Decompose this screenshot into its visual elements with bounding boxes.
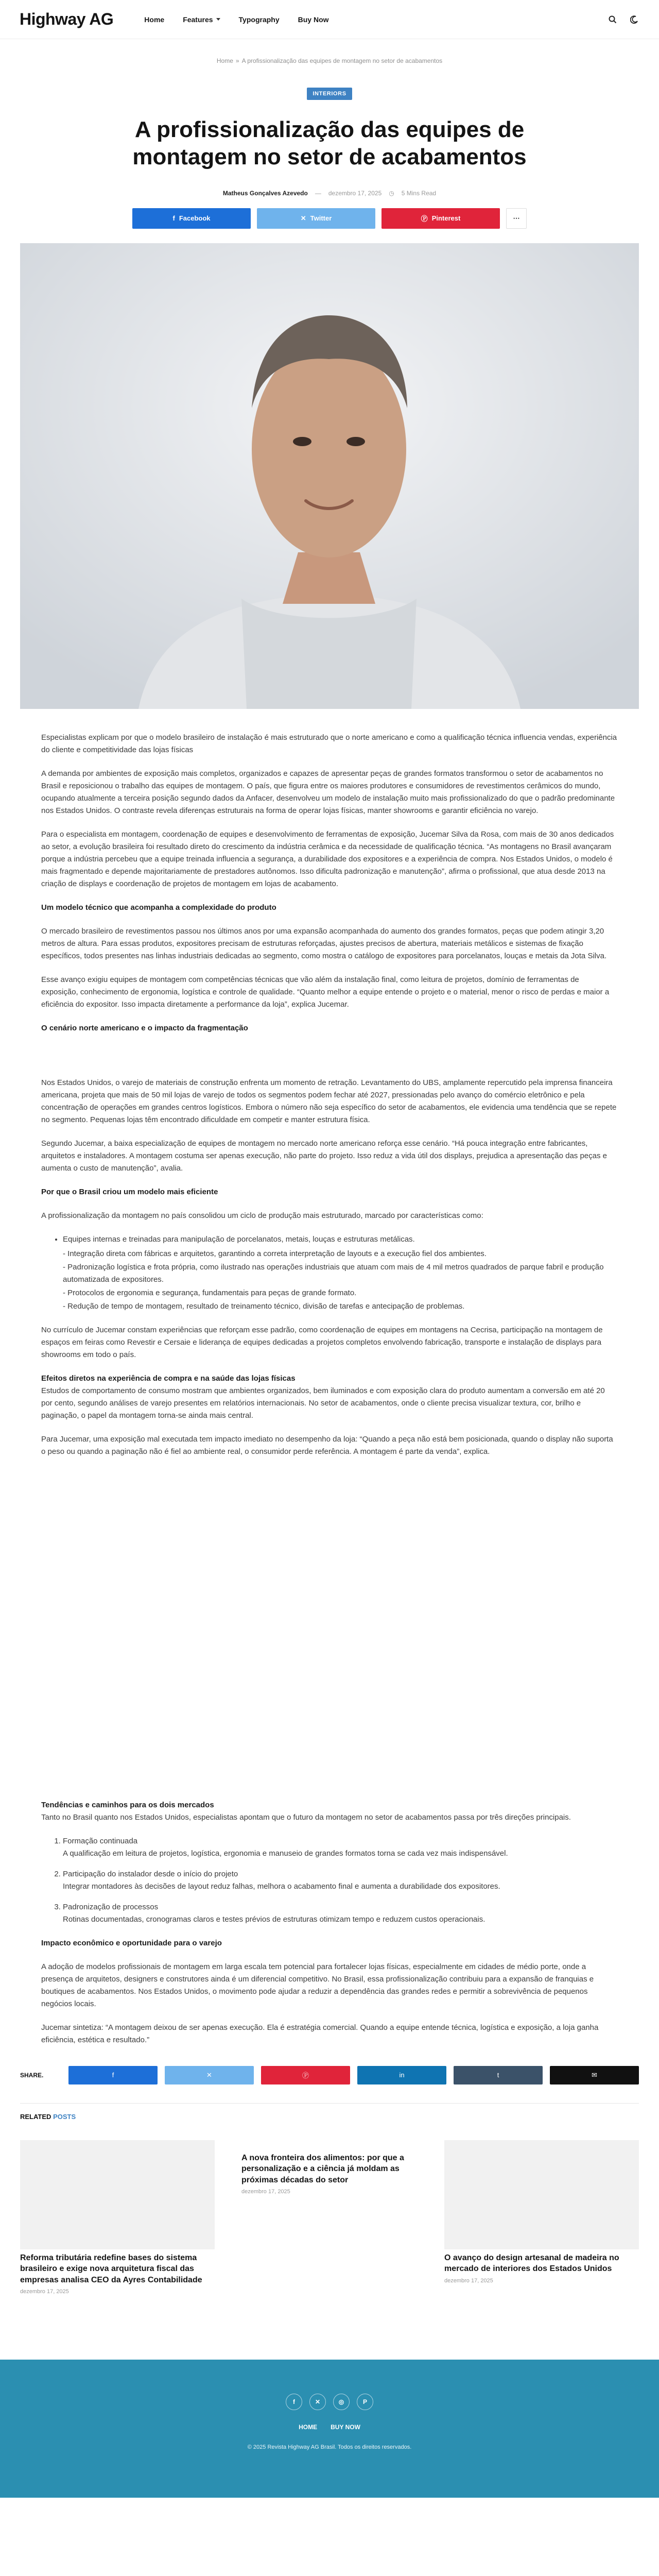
category-badge[interactable]: INTERIORS	[307, 88, 352, 100]
facebook-icon: f	[172, 214, 175, 223]
paragraph: Esse avanço exigiu equipes de montagem com competências técnicas que vão além da instalação final, como leitura de projetos, domínio de ferramentas de exposição, conhecimento de ergonomia, logística e controle de qualidade. “Quanto melhor a equipe entende o projeto e o material, menor o risco de perdas e maior a eficiência do expositor. Isso impacta diretamente a performance da loja”, explica Jucemar.	[41, 975, 610, 1009]
related-thumbnail[interactable]	[20, 2140, 215, 2249]
list-item: - Integração direta com fábricas e arquitetos, garantindo a correta interpretação de layouts e a execução fiel dos ambientes.	[63, 1249, 487, 1258]
share-pinterest-label: Pinterest	[431, 214, 461, 223]
pinterest-icon: Ⓟ	[421, 215, 428, 223]
share-linkedin-button[interactable]	[357, 2066, 446, 2084]
pinterest-icon: Ⓟ	[302, 2072, 309, 2080]
share-facebook-label: Facebook	[179, 214, 211, 223]
paragraph: O mercado brasileiro de revestimentos passou nos últimos anos por uma expansão acompanhada do aumento dos grandes formatos, peças que podem atingir 3,20 metros de altura. Para essas produtos, expositores precisam de estruturas reforçadas, ajustes precisos de abertura, materiais metálicos e sistemas de fixação específicos, todos presentes nas linhas industriais dedicadas ao segmento, como mostra o catálogo de expositores para porcelanatos, louças e metais da Jota Silva.	[41, 926, 607, 960]
breadcrumb	[0, 39, 659, 64]
list-item-text: Equipes internas e treinadas para manipulação de porcelanatos, metais, louças e estruturas metálicas.	[63, 1234, 415, 1244]
footer-nav-home[interactable]: HOME	[299, 2424, 318, 2431]
share-icon: ⋯	[513, 214, 520, 222]
related-heading	[20, 2113, 639, 2121]
list-item-title: Formação continuada	[63, 1836, 138, 1845]
list-item	[63, 1901, 618, 1926]
article-lead: Especialistas explicam por que o modelo brasileiro de instalação é mais estruturado que o norte americano e como a qualificação técnica influencia vendas, experiência do cliente e competitividade das lojas físicas	[41, 733, 617, 754]
section-heading: O cenário norte americano e o impacto da fragmentação	[41, 1023, 248, 1032]
section-heading: Impacto econômico e oportunidade para o varejo	[41, 1938, 222, 1947]
share-twitter-button[interactable]	[257, 208, 375, 229]
related-date: dezembro 17, 2025	[241, 2189, 290, 2195]
section-heading: Tendências e caminhos para os dois mercados	[41, 1800, 214, 1809]
breadcrumb-current: A profissionalização das equipes de montagem no setor de acabamentos	[241, 57, 443, 64]
nav-buy-now[interactable]: Buy Now	[298, 15, 329, 24]
related-thumbnail[interactable]	[444, 2140, 639, 2249]
share-label: SHARE.	[20, 2071, 44, 2079]
main-nav	[135, 15, 338, 24]
facebook-icon: f	[112, 2071, 114, 2079]
related-heading-b: POSTS	[53, 2112, 76, 2121]
section-heading: Por que o Brasil criou um modelo mais eficiente	[41, 1187, 218, 1196]
nav-typography[interactable]: Typography	[238, 15, 280, 24]
site-footer	[0, 2360, 659, 2498]
share-twitter-button[interactable]	[165, 2066, 254, 2084]
share-pinterest-button[interactable]	[381, 208, 500, 229]
site-logo[interactable]: Highway AG	[20, 10, 114, 28]
related-posts	[20, 2103, 639, 2295]
content-spacer	[41, 1469, 618, 1799]
meta-separator: —	[315, 189, 321, 197]
list-item	[63, 1233, 618, 1313]
related-grid	[20, 2140, 639, 2295]
paragraph: Segundo Jucemar, a baixa especialização de equipes de montagem no mercado norte americano reforça esse cenário. “Há pouca integração entre fabricantes, arquitetos e instaladores. A montagem costuma ser apenas execução, não parte do projeto. Isso reduz a vida útil dos displays, prejudica a apresentação das peças e aumenta o custo de manutenção”, avalia.	[41, 1139, 607, 1173]
share-more-button[interactable]	[506, 208, 527, 229]
related-date: dezembro 17, 2025	[20, 2289, 69, 2295]
characteristics-sublist	[63, 1248, 618, 1313]
pinterest-icon[interactable]: P	[357, 2394, 373, 2410]
linkedin-icon: in	[399, 2071, 405, 2079]
share-bottom	[20, 2066, 639, 2084]
related-title[interactable]: A nova fronteira dos alimentos: por que a personalização e a ciência já moldam as próximas décadas do setor	[241, 2153, 404, 2184]
related-card[interactable]	[444, 2140, 639, 2295]
list-item: - Padronização logística e frota própria, como ilustrado nas operações industriais que atuam com mais de 4 mil metros quadrados de parque fabril e produção automatizada de expositores.	[63, 1262, 604, 1284]
share-tumblr-button[interactable]	[454, 2066, 543, 2084]
article-title: A profissionalização das equipes de montagem no setor de acabamentos	[132, 117, 527, 170]
nav-features[interactable]	[174, 15, 229, 24]
related-card[interactable]	[232, 2140, 427, 2295]
characteristics-list	[63, 1233, 618, 1313]
article-meta	[0, 190, 659, 197]
paragraph: Nos Estados Unidos, o varejo de materiais de construção enfrenta um momento de retração. Levantamento do UBS, amplamente repercutido pela imprensa financeira americana, projeta que mais de 50 mil lojas de varejo de todos os segmentos podem fechar até 2027, pressionadas pelo avanço do comércio eletrônico e pela concentração de operações em grandes centros logísticos. Embora o número não seja específico do setor de acabamentos, ele evidencia uma tendência que se repete no segmento. Pequenas lojas têm encontrado dificuldade em competir e manter estrutura física.	[41, 1078, 617, 1124]
share-top	[0, 208, 659, 229]
read-time: 5 Mins Read	[401, 189, 437, 197]
header-tools	[608, 14, 639, 25]
related-date: dezembro 17, 2025	[444, 2277, 493, 2284]
footer-nav-buy-now[interactable]: BUY NOW	[331, 2424, 360, 2431]
paragraph: A profissionalização da montagem no país consolidou um ciclo de produção mais estruturado, marcado por características como:	[41, 1211, 483, 1220]
related-title[interactable]: Reforma tributária redefine bases do sistema brasileiro e exige nova arquitetura fiscal das empresas analisa CEO da Ayres Contabilidade	[20, 2253, 202, 2284]
share-facebook-button[interactable]	[68, 2066, 158, 2084]
article-body	[41, 732, 618, 2046]
list-item: - Protocolos de ergonomia e segurança, fundamentais para peças de grande formato.	[63, 1288, 357, 1297]
paragraph: Estudos de comportamento de consumo mostram que ambientes organizados, bem iluminados e com exposição clara do produto aumentam a conversão em até 20 por cento, segundo análises de varejo presentes em relatórios internacionais. No setor de acabamentos, onde o cliente precisa visualizar textura, cor, brilho e paginação, o papel da montagem torna-se ainda mais central.	[41, 1386, 605, 1420]
hero-image	[20, 243, 639, 709]
paragraph: Jucemar sintetiza: “A montagem deixou de ser apenas execução. Ela é estratégia comercial. Quando a equipe entende técnica, logística e exposição, a loja ganha eficiência, estética e resultado.”	[41, 2023, 599, 2044]
section-heading: Um modelo técnico que acompanha a complexidade do produto	[41, 903, 276, 912]
publish-date: dezembro 17, 2025	[328, 189, 382, 197]
moon-icon[interactable]	[629, 14, 639, 25]
trends-list	[63, 1835, 618, 1926]
list-item-detail: Rotinas documentadas, cronogramas claros e testes prévios de estruturas otimizam tempo e reduzem custos operacionais.	[63, 1914, 485, 1924]
twitter-icon[interactable]: ✕	[309, 2394, 326, 2410]
list-item	[63, 1868, 618, 1893]
chevron-down-icon	[216, 18, 220, 21]
related-card[interactable]	[20, 2140, 215, 2295]
clock-icon: ◷	[389, 189, 394, 197]
paragraph: A demanda por ambientes de exposição mais completos, organizados e capazes de apresentar peças de grandes formatos transformou o setor de acabamentos no Brasil e reposicionou o trabalho das equipes de montagem. O país, que figura entre os maiores produtores e consumidores de revestimentos cerâmicos do mundo, ocupando atualmente a terceira posição segundo dados da Anfacer, desenvolveu um modelo de instalação muito mais profissionalizado do que o padrão predominante nos Estados Unidos. O contraste revela diferenças estruturais na forma de operar lojas físicas, manter showrooms e garantir eficiência no varejo.	[41, 769, 615, 815]
paragraph: No currículo de Jucemar constam experiências que reforçam esse padrão, como coordenação de equipes em montagens na Cecrisa, participação na montagem de espaços em feiras como Revestir e Cersaie e liderança de equipes dedicadas a projetos completos envolvendo fabricação, transporte e instalação de displays para showrooms em todo o país.	[41, 1325, 603, 1359]
list-item	[63, 1835, 618, 1860]
nav-features-label: Features	[183, 15, 213, 24]
facebook-icon[interactable]: f	[286, 2394, 302, 2410]
search-icon[interactable]	[608, 14, 618, 25]
paragraph: A adoção de modelos profissionais de montagem em larga escala tem potencial para fortalecer lojas físicas, especialmente em cidades de médio porte, onde a presença de arquitetos, designers e construtores ainda é um diferencial competitivo. No Brasil, essa profissionalização contribuiu para a expansão de franquias e boutiques de acabamentos. Nos Estados Unidos, o movimento pode ajudar a reduzir a dependência das grandes redes e permitir a sobrevivência de pequenos negócios locais.	[41, 1962, 594, 2008]
site-header	[0, 0, 659, 39]
twitter-icon: ✕	[206, 2071, 212, 2079]
share-facebook-button[interactable]	[132, 208, 251, 229]
tumblr-icon: t	[497, 2071, 499, 2079]
footer-social	[286, 2394, 373, 2410]
list-item-detail: Integrar montadores às decisões de layout reduz falhas, melhora o acabamento final e aumenta a durabilidade dos expositores.	[63, 1882, 500, 1891]
email-icon: ✉	[592, 2071, 597, 2079]
breadcrumb-home[interactable]: Home	[216, 57, 233, 64]
share-email-button[interactable]	[550, 2066, 639, 2084]
paragraph: Para Jucemar, uma exposição mal executada tem impacto imediato no desempenho da loja: “Quando a peça não está bem posicionada, quando o display não suporta o peso ou quando a paginação não é fiel ao ambiente real, o consumidor perde referência. A montagem é parte da venda”, explica.	[41, 1434, 613, 1456]
breadcrumb-separator: »	[235, 57, 239, 64]
author-name[interactable]: Matheus Gonçalves Azevedo	[222, 189, 308, 197]
share-pinterest-button[interactable]	[261, 2066, 350, 2084]
nav-home[interactable]: Home	[144, 15, 165, 24]
content-spacer	[41, 1046, 618, 1077]
share-twitter-label: Twitter	[310, 214, 332, 223]
twitter-icon: ✕	[300, 214, 306, 222]
related-title[interactable]: O avanço do design artesanal de madeira no mercado de interiores dos Estados Unidos	[444, 2253, 619, 2274]
instagram-icon[interactable]: ◎	[333, 2394, 350, 2410]
paragraph: Para o especialista em montagem, coordenação de equipes e desenvolvimento de ferramentas de exposição, Jucemar Silva da Rosa, com mais de 30 anos dedicados ao setor, a evolução brasileira foi resultado direto do crescimento da indústria cerâmica e da necessidade de qualificação técnica. “As montagens no Brasil avançaram porque a indústria percebeu que a equipe treinada influencia a segurança, a durabilidade dos expositores e a experiência de compra. Nos Estados Unidos, o modelo é mais fragmentado e depende majoritariamente de prestadores autônomos. Isso dificulta padronização e manutenção”, afirma o profissional, que atua desde 2013 na criação de displays e coordenação de projetos de montagem em lojas de acabamento.	[41, 829, 614, 888]
list-item-detail: A qualificação em leitura de projetos, logística, ergonomia e manuseio de grandes formatos torna se cada vez mais indispensável.	[63, 1849, 508, 1858]
list-item: - Redução de tempo de montagem, resultado de treinamento técnico, divisão de tarefas e antecipação de problemas.	[63, 1301, 465, 1311]
related-heading-a: RELATED	[20, 2112, 51, 2121]
paragraph: Tanto no Brasil quanto nos Estados Unidos, especialistas apontam que o futuro da montagem no setor de acabamentos passa por três direções principais.	[41, 1812, 571, 1822]
footer-nav	[299, 2424, 360, 2431]
section-heading: Efeitos diretos na experiência de compra e na saúde das lojas físicas	[41, 1374, 296, 1383]
list-item-title: Padronização de processos	[63, 1902, 159, 1911]
list-item-title: Participação do instalador desde o início do projeto	[63, 1869, 238, 1878]
copyright: © 2025 Revista Highway AG Brasil. Todos os direitos reservados.	[247, 2444, 412, 2451]
